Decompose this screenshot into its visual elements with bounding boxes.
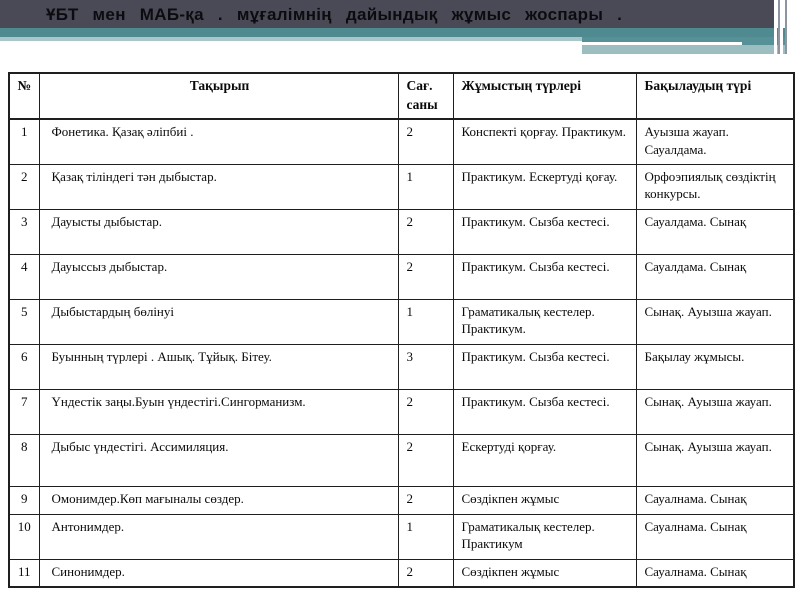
pale-accent-block bbox=[582, 45, 793, 54]
header-hours: Сағ. саны bbox=[398, 73, 453, 119]
cell-hours: 2 bbox=[398, 486, 453, 514]
cell-control: Сынақ. Ауызша жауап. bbox=[636, 434, 794, 486]
cell-topic: Үндестік заңы.Буын үндестігі.Сингорманизм. bbox=[39, 389, 398, 434]
cell-hours: 2 bbox=[398, 559, 453, 587]
table-row bbox=[9, 514, 794, 559]
cell-topic: Дыбыстардың бөлінуі bbox=[39, 299, 398, 344]
table-row bbox=[9, 164, 794, 209]
cell-control: Сынақ. Ауызша жауап. bbox=[636, 299, 794, 344]
header-number: № bbox=[9, 73, 39, 119]
table-row bbox=[9, 434, 794, 486]
pale-accent-band bbox=[0, 37, 582, 41]
cell-num: 7 bbox=[9, 389, 39, 434]
cell-topic: Дыбыс үндестігі. Ассимиляция. bbox=[39, 434, 398, 486]
cell-work: Граматикалық кестелер. Практикум. bbox=[453, 299, 636, 344]
cell-work: Сөздікпен жұмыс bbox=[453, 486, 636, 514]
cell-num: 1 bbox=[9, 119, 39, 164]
cell-topic: Қазақ тіліндегі тән дыбыстар. bbox=[39, 164, 398, 209]
corner-stripe-5 bbox=[787, 0, 800, 54]
cell-control: Сауалнама. Сынақ bbox=[636, 559, 794, 587]
cell-num: 6 bbox=[9, 344, 39, 389]
cell-topic: Фонетика. Қазақ әліпбиі . bbox=[39, 119, 398, 164]
table-row bbox=[9, 209, 794, 254]
cell-control: Ауызша жауап. Сауалдама. bbox=[636, 119, 794, 164]
cell-hours: 2 bbox=[398, 389, 453, 434]
cell-work: Практикум. Ескертуді қоғау. bbox=[453, 164, 636, 209]
cell-topic: Буынның түрлері . Ашық. Тұйық. Бітеу. bbox=[39, 344, 398, 389]
table-header-row bbox=[9, 73, 794, 119]
cell-work: Граматикалық кестелер. Практикум bbox=[453, 514, 636, 559]
table-body bbox=[9, 119, 794, 587]
cell-work: Практикум. Сызба кестесі. bbox=[453, 254, 636, 299]
table-row bbox=[9, 119, 794, 164]
cell-control: Сауалнама. Сынақ bbox=[636, 514, 794, 559]
header-control-type: Бақылаудың түрі bbox=[636, 73, 794, 119]
cell-control: Сынақ. Ауызша жауап. bbox=[636, 389, 794, 434]
slide-title: ҰБТ мен МАБ-қа . мұғалімнің дайындық жұмыс жоспары . bbox=[46, 5, 623, 24]
cell-num: 4 bbox=[9, 254, 39, 299]
cell-topic: Антонимдер. bbox=[39, 514, 398, 559]
table-row bbox=[9, 299, 794, 344]
cell-num: 5 bbox=[9, 299, 39, 344]
cell-work: Сөздікпен жұмыс bbox=[453, 559, 636, 587]
cell-control: Орфоэпиялық сөздіктің конкурсы. bbox=[636, 164, 794, 209]
cell-num: 2 bbox=[9, 164, 39, 209]
cell-topic: Дауыссыз дыбыстар. bbox=[39, 254, 398, 299]
corner-stripe-3 bbox=[780, 0, 783, 54]
header-work-types: Жұмыстың түрлері bbox=[453, 73, 636, 119]
cell-control: Сауалнама. Сынақ bbox=[636, 486, 794, 514]
cell-work: Ескертуді қорғау. bbox=[453, 434, 636, 486]
cell-hours: 2 bbox=[398, 254, 453, 299]
cell-hours: 1 bbox=[398, 514, 453, 559]
cell-num: 11 bbox=[9, 559, 39, 587]
cell-hours: 1 bbox=[398, 164, 453, 209]
cell-work: Конспекті қорғау. Практикум. bbox=[453, 119, 636, 164]
cell-num: 8 bbox=[9, 434, 39, 486]
cell-num: 9 bbox=[9, 486, 39, 514]
cell-num: 10 bbox=[9, 514, 39, 559]
lesson-plan-table bbox=[8, 72, 795, 588]
table-row bbox=[9, 486, 794, 514]
cell-topic: Синонимдер. bbox=[39, 559, 398, 587]
header-topic: Тақырып bbox=[39, 73, 398, 119]
table-row bbox=[9, 389, 794, 434]
cell-hours: 2 bbox=[398, 119, 453, 164]
cell-control: Сауалдама. Сынақ bbox=[636, 209, 794, 254]
cell-topic: Дауысты дыбыстар. bbox=[39, 209, 398, 254]
table-row bbox=[9, 344, 794, 389]
cell-control: Сауалдама. Сынақ bbox=[636, 254, 794, 299]
teal-accent-band bbox=[0, 28, 793, 37]
cell-hours: 2 bbox=[398, 209, 453, 254]
cell-work: Практикум. Сызба кестесі. bbox=[453, 389, 636, 434]
cell-control: Бақылау жұмысы. bbox=[636, 344, 794, 389]
cell-hours: 1 bbox=[398, 299, 453, 344]
cell-work: Практикум. Сызба кестесі. bbox=[453, 344, 636, 389]
cell-work: Практикум. Сызба кестесі. bbox=[453, 209, 636, 254]
cell-topic: Омонимдер.Көп мағыналы сөздер. bbox=[39, 486, 398, 514]
cell-num: 3 bbox=[9, 209, 39, 254]
cell-hours: 2 bbox=[398, 434, 453, 486]
table-row bbox=[9, 254, 794, 299]
table-row bbox=[9, 559, 794, 587]
cell-hours: 3 bbox=[398, 344, 453, 389]
